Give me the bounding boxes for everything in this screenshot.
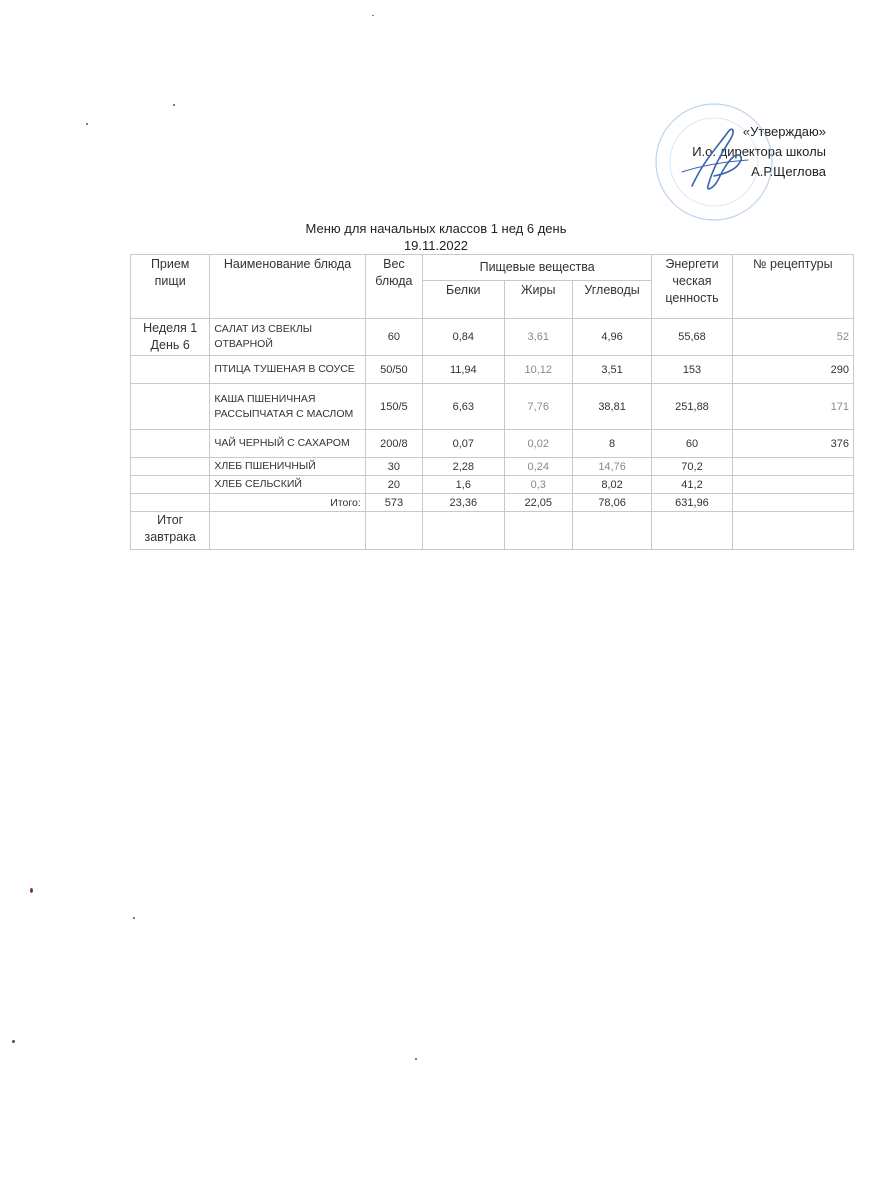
dish-proteins: 0,84 [423,319,505,356]
dish-name: КАША ПШЕНИЧНАЯ РАССЫПЧАТАЯ С МАСЛОМ [210,384,365,430]
table-row [131,458,854,476]
dish-carbs: 4,96 [572,319,651,356]
dish-fats: 0,02 [504,430,572,458]
footer-cell [652,512,732,550]
meal-label: Неделя 1 День 6 [131,319,210,356]
footer-row [131,512,854,550]
dish-proteins: 6,63 [423,384,505,430]
total-recipe-empty [732,494,853,512]
dish-name: ХЛЕБ ПШЕНИЧНЫЙ [210,458,365,476]
dish-fats: 10,12 [504,356,572,384]
total-proteins: 23,36 [423,494,505,512]
header-energy: Энергети ческая ценность [652,255,732,319]
dish-energy: 153 [652,356,732,384]
dish-proteins: 0,07 [423,430,505,458]
title-line-1: Меню для начальных классов 1 нед 6 день [305,221,567,236]
scan-speck [12,1040,15,1043]
meal-cell-empty [131,476,210,494]
footer-cell [365,512,422,550]
dish-energy: 251,88 [652,384,732,430]
dish-weight: 30 [365,458,422,476]
approval-line-2: И.о. директора школы [692,144,826,159]
dish-weight: 50/50 [365,356,422,384]
dish-proteins: 2,28 [423,458,505,476]
dish-recipe: 52 [732,319,853,356]
dish-energy: 55,68 [652,319,732,356]
dish-weight: 20 [365,476,422,494]
table-row [131,319,854,356]
dish-energy: 41,2 [652,476,732,494]
dish-carbs: 8 [572,430,651,458]
dish-name: САЛАТ ИЗ СВЕКЛЫ ОТВАРНОЙ [210,319,365,356]
scan-speck [86,123,88,125]
table-header-row [131,255,854,281]
header-nutrients: Пищевые вещества [423,255,652,281]
meal-cell-empty [131,494,210,512]
table-row [131,476,854,494]
total-energy: 631,96 [652,494,732,512]
dish-fats: 3,61 [504,319,572,356]
scan-speck [30,888,33,893]
dish-recipe: 290 [732,356,853,384]
dish-recipe [732,458,853,476]
meal-cell-empty [131,356,210,384]
title-date: 19.11.2022 [403,238,469,253]
dish-energy: 70,2 [652,458,732,476]
table-row [131,356,854,384]
dish-fats: 0,24 [504,458,572,476]
scan-speck [372,15,374,16]
header-meal: Прием пищи [131,255,210,319]
meal-cell-empty [131,384,210,430]
dish-fats: 7,76 [504,384,572,430]
total-carbs: 78,06 [572,494,651,512]
dish-name: ПТИЦА ТУШЕНАЯ В СОУСЕ [210,356,365,384]
dish-weight: 150/5 [365,384,422,430]
footer-cell [504,512,572,550]
scan-speck [133,917,135,919]
dish-carbs: 3,51 [572,356,651,384]
footer-label: Итог завтрака [131,512,210,550]
footer-cell [572,512,651,550]
meal-cell-empty [131,458,210,476]
table-row [131,430,854,458]
total-row [131,494,854,512]
dish-recipe: 376 [732,430,853,458]
stamp-signature-icon [652,100,776,224]
dish-carbs: 14,76 [572,458,651,476]
dish-weight: 200/8 [365,430,422,458]
approval-line-3: А.Р.Щеглова [751,164,826,179]
scan-speck [173,104,175,106]
total-label: Итого: [210,494,365,512]
document-title [0,220,872,254]
approval-line-1: «Утверждаю» [742,124,826,139]
dish-proteins: 1,6 [423,476,505,494]
dish-recipe: 171 [732,384,853,430]
dish-name: ХЛЕБ СЕЛЬСКИЙ [210,476,365,494]
dish-name: ЧАЙ ЧЕРНЫЙ С САХАРОМ [210,430,365,458]
header-carbs: Углеводы [572,281,651,319]
footer-cell [732,512,853,550]
header-proteins: Белки [423,281,505,319]
header-recipe: № рецептуры [732,255,853,319]
footer-cell [423,512,505,550]
total-weight: 573 [365,494,422,512]
scan-speck [415,1058,417,1060]
dish-energy: 60 [652,430,732,458]
footer-cell [210,512,365,550]
header-name: Наименование блюда [210,255,365,319]
dish-proteins: 11,94 [423,356,505,384]
header-weight: Вес блюда [365,255,422,319]
table-row [131,384,854,430]
dish-weight: 60 [365,319,422,356]
dish-fats: 0,3 [504,476,572,494]
dish-carbs: 38,81 [572,384,651,430]
menu-table [130,254,854,550]
meal-cell-empty [131,430,210,458]
header-fats: Жиры [504,281,572,319]
dish-recipe [732,476,853,494]
dish-carbs: 8,02 [572,476,651,494]
total-fats: 22,05 [504,494,572,512]
